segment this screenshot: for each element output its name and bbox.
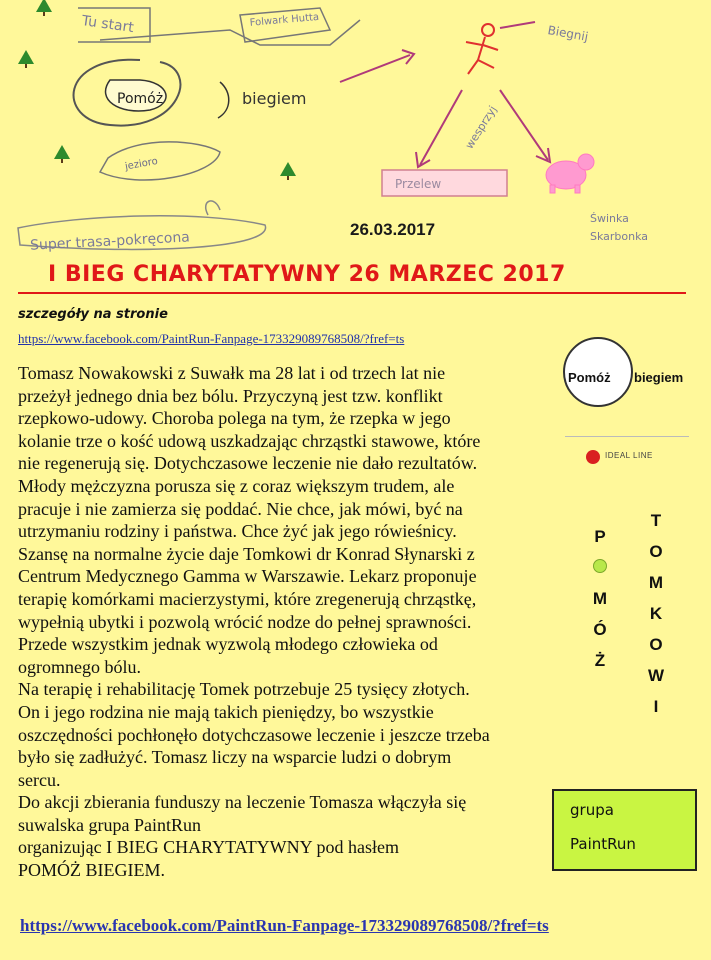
story-line: pracuje i nie zamierza się poddać. Nie chce, jak mówi, być na: [18, 498, 463, 519]
story-line: było się zadłużyć. Tomasz liczy na wsparcie ludzi o dobrym: [18, 747, 452, 768]
sketch-label-biegnij: Biegnij: [546, 22, 590, 44]
tree-icon: [280, 162, 296, 180]
vertical-letter: O: [649, 542, 663, 561]
details-label: szczegóły na stronie: [18, 307, 168, 322]
green-dot-icon: [593, 559, 607, 573]
story-line: Centrum Medycznego Gamma w Warszawie. Lekarz proponuje: [18, 566, 477, 587]
vertical-letter: I: [653, 697, 659, 716]
facebook-link-top[interactable]: https://www.facebook.com/PaintRun-Fanpage-173329089768508/?fref=ts: [18, 331, 405, 346]
story-line: nie regenerują się. Dotychczasowe leczenie nie dało rezultatów.: [18, 453, 478, 474]
vertical-letter: W: [647, 666, 665, 685]
sketch-label-wesprzyj: wesprzyj: [462, 103, 500, 152]
page-title: I BIEG CHARYTATYWNY 26 MARZEC 2017: [48, 262, 566, 287]
story-line: POMÓŻ BIEGIEM.: [18, 860, 165, 881]
vertical-pomoz: [590, 527, 610, 682]
sketch-label-przelew: Przelew: [395, 177, 442, 191]
story-line: rzepkowo-udowy. Choroba polega na tym, że rzepka w jego: [18, 408, 451, 429]
piggy-bank-drawing: [546, 154, 594, 193]
story-line: kolanie trze o kość udową uszkadzając chrząstki stawowe, które: [18, 430, 481, 451]
vertical-letter: M: [648, 573, 664, 592]
story-line: utrzymaniu rodziny i państwa. Chce żyć jak jego rówieśnicy.: [18, 521, 457, 542]
event-date: 26.03.2017: [350, 220, 436, 239]
sketch-label-pomoz: Pomóż: [117, 91, 164, 107]
sketch-label-super-trasa: Super trasa-pokręcona: [29, 229, 191, 254]
ideal-line-logo-icon: [586, 450, 600, 464]
story-line: sercu.: [18, 769, 61, 790]
story-line: Szansę na normalne życie daje Tomkowi dr Konrad Słynarski z: [18, 543, 475, 564]
story-line: organizując I BIEG CHARYTATYWNY pod hasłem: [18, 837, 399, 858]
vertical-letter: Ó: [593, 620, 607, 639]
story-line: Do akcji zbierania funduszy na leczenie Tomasza włączyła się: [18, 792, 467, 813]
arrow-to-piggy: [500, 90, 548, 160]
vertical-letter: O: [649, 635, 663, 654]
group-label: grupa: [570, 801, 614, 819]
biegiem-bracket: [218, 82, 229, 118]
sketch-label-biegiem: biegiem: [242, 89, 307, 108]
story-line: ogromnego bólu.: [18, 656, 141, 677]
story-line: Tomasz Nowakowski z Suwałk ma 28 lat i od trzech lat nie: [18, 363, 446, 383]
vertical-tomkowi: [646, 511, 666, 728]
story-line: terapię komórkami macierzystymi, które zregenerują chrząstkę,: [18, 588, 477, 609]
story-line: suwalska grupa PaintRun: [18, 814, 201, 835]
story-line: przeżył jednego dnia bez bólu. Przyczyną jest tzw. konflikt: [18, 385, 443, 406]
divider: [565, 436, 689, 437]
title-underline: [18, 292, 686, 294]
sketch-label-jezioro: jezioro: [124, 155, 159, 173]
vertical-letter: Ż: [594, 651, 606, 670]
vertical-letter: K: [649, 604, 663, 623]
facebook-link-bottom[interactable]: https://www.facebook.com/PaintRun-Fanpage-173329089768508/?fref=ts: [20, 916, 549, 935]
story-line: Młody mężczyzna porusza się z coraz większym trudem, ale: [18, 475, 455, 496]
vertical-letter: [590, 558, 610, 589]
vertical-letter: P: [594, 527, 606, 546]
story-line: Na terapię i rehabilitację Tomek potrzebuje 25 tysięcy złotych.: [18, 679, 470, 700]
tree-icon: [36, 0, 52, 16]
arrow-to-biegnij: [500, 22, 535, 28]
sketch-label-swinka: Świnka: [590, 212, 629, 225]
story-line: On i jego rodzina nie mają takich pieniędzy, bo wszystkie: [18, 701, 434, 722]
tree-icon: [18, 50, 34, 68]
logo-word-pomoz: Pomóż: [568, 370, 611, 385]
vertical-letter: M: [592, 589, 608, 608]
logo-word-biegiem: biegiem: [634, 370, 684, 385]
group-box: [552, 789, 697, 871]
story-line: oszczędności pochłonęło dotychczasowe leczenie i jeszcze trzeba: [18, 724, 490, 745]
sketch-label-start: Tu start: [80, 12, 135, 37]
group-name: PaintRun: [570, 835, 636, 853]
arrow-to-runner: [340, 55, 410, 82]
story-line: wypełnią ubytki i pozwolą wrócić nodze do pełnej sprawności.: [18, 611, 472, 632]
sketch-label-folwark: Folwark Hutta: [249, 11, 320, 29]
story-text: [18, 362, 563, 882]
trasa-curl: [206, 201, 220, 215]
ideal-line-label: IDEAL LINE: [605, 451, 653, 460]
vertical-letter: T: [650, 511, 662, 530]
story-line: Przede wszystkim jednak wyzwolą młodego człowieka od: [18, 634, 438, 655]
tree-icon: [54, 145, 70, 163]
lake-outline: [100, 142, 220, 180]
runner-figure: [466, 24, 498, 74]
arrow-to-przelew: [420, 90, 462, 165]
sketch-label-skarbonka: Skarbonka: [590, 230, 649, 243]
